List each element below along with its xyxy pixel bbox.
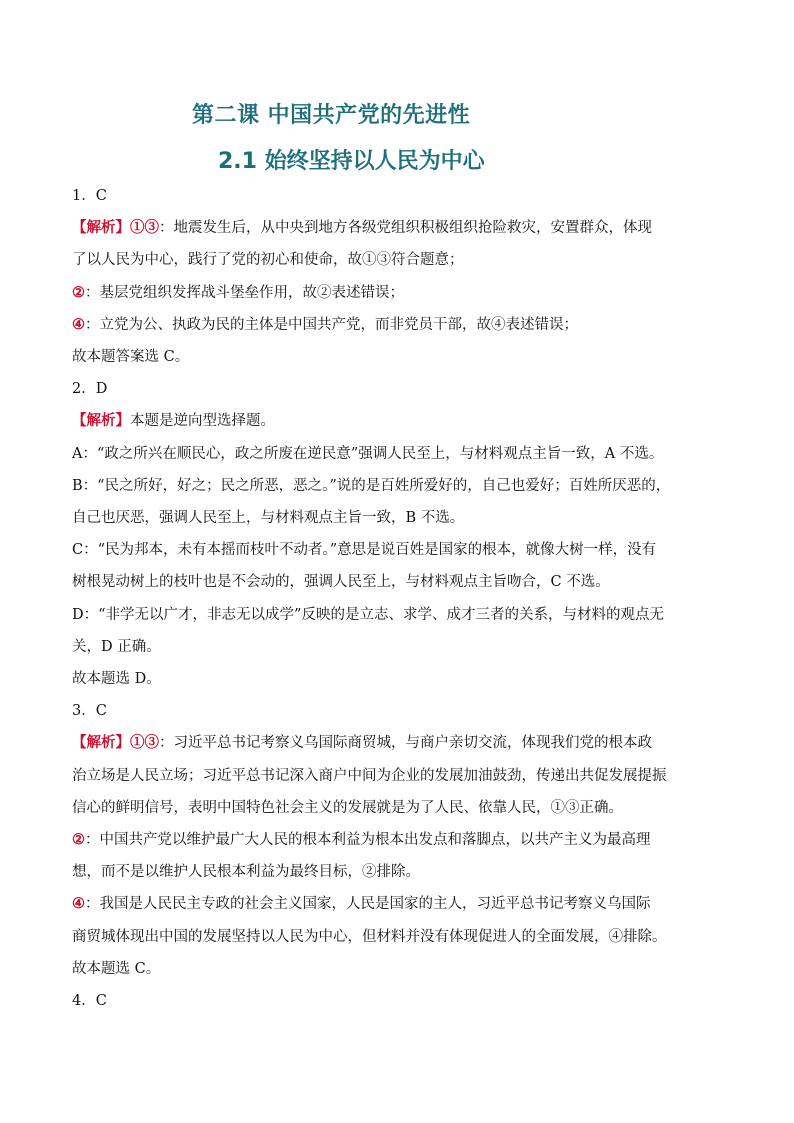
line-text: 想，而不是以维护人民根本利益为最终目标，②排除。 bbox=[72, 864, 420, 881]
analysis-marker: ④ bbox=[72, 315, 85, 333]
line-text: 治立场是人民立场；习近平总书记深入商户中间为企业的发展加油鼓劲，传递出共促发展提振 bbox=[72, 767, 667, 784]
text-line bbox=[72, 856, 732, 888]
text-line bbox=[72, 277, 732, 309]
line-text: 2．D bbox=[72, 381, 108, 398]
text-line bbox=[72, 373, 732, 405]
page-subtitle: 2.1 始终坚持以人民为中心 bbox=[218, 149, 485, 174]
text-line bbox=[72, 180, 732, 212]
line-text: 关，D 正确。 bbox=[72, 638, 161, 655]
text-line bbox=[72, 888, 732, 920]
line-text: 树根晃动树上的枝叶也是不会动的，强调人民至上，与材料观点主旨吻合，C 不选。 bbox=[72, 574, 610, 591]
line-text: 3．C bbox=[72, 703, 107, 720]
line-text: 信心的鲜明信号，表明中国特色社会主义的发展就是为了人民、依靠人民，①③正确。 bbox=[72, 799, 623, 816]
text-line bbox=[72, 599, 732, 631]
text-line bbox=[72, 695, 732, 727]
text-line bbox=[72, 824, 732, 856]
text-line bbox=[72, 341, 732, 373]
line-text: C：“民为邦本，未有本摇而枝叶不动者。”意思是说百姓是国家的根本，就像大树一样，没有 bbox=[72, 542, 657, 559]
line-text: 自己也厌恶，强调人民至上，与材料观点主旨一致，B 不选。 bbox=[72, 510, 465, 527]
text-line bbox=[72, 566, 732, 598]
text-line bbox=[72, 470, 732, 502]
text-line bbox=[72, 663, 732, 695]
line-text: 故本题选 C。 bbox=[72, 960, 161, 977]
analysis-marker: ② bbox=[72, 283, 85, 301]
line-text: 商贸城体现出中国的发展坚持以人民为中心，但材料并没有体现促进人的全面发展，④排除。 bbox=[72, 928, 667, 945]
line-text: D：“非学无以广才，非志无以成学”反映的是立志、求学、成才三者的关系，与材料的观点无 bbox=[72, 606, 664, 623]
line-text: ：立党为公、执政为民的主体是中国共产党，而非党员干部，故④表述错误； bbox=[85, 316, 578, 333]
text-line bbox=[72, 309, 732, 341]
text-line bbox=[72, 438, 732, 470]
text-line bbox=[72, 760, 732, 792]
analysis-marker: 【解析】①③ bbox=[72, 734, 159, 752]
line-text: 故本题选 D。 bbox=[72, 671, 161, 688]
line-text: ：基层党组织发挥战斗堡垒作用，故②表述错误； bbox=[85, 284, 404, 301]
text-line bbox=[72, 953, 732, 985]
text-line bbox=[72, 405, 732, 437]
text-line bbox=[72, 792, 732, 824]
line-text: 本题是逆向型选择题。 bbox=[130, 413, 275, 430]
text-line bbox=[72, 727, 732, 759]
line-text: 故本题答案选 C。 bbox=[72, 349, 190, 366]
text-line bbox=[72, 921, 732, 953]
answer-content bbox=[72, 180, 732, 1017]
line-text: B：“民之所好，好之；民之所恶，恶之。”说的是百姓所爱好的，自己也爱好；百姓所厌恶的， bbox=[72, 477, 671, 494]
line-text: 1．C bbox=[72, 188, 107, 204]
line-text: 4．C bbox=[72, 993, 107, 1010]
line-text: ：中国共产党以维护最广大人民的根本利益为根本出发点和落脚点，以共产主义为最高理 bbox=[85, 832, 651, 849]
text-line bbox=[72, 985, 732, 1017]
text-line bbox=[72, 631, 732, 663]
line-text: A：“政之所兴在顺民心，政之所废在逆民意”强调人民至上，与材料观点主旨一致，A 不选。 bbox=[72, 445, 664, 462]
analysis-marker: ④ bbox=[72, 895, 85, 913]
line-text: ：我国是人民民主专政的社会主义国家，人民是国家的主人，习近平总书记考察义乌国际 bbox=[85, 896, 651, 913]
text-line bbox=[72, 502, 732, 534]
line-text: 了以人民为中心，践行了党的初心和使命，故①③符合题意； bbox=[72, 252, 464, 269]
analysis-marker: 【解析】①③ bbox=[72, 219, 159, 237]
analysis-marker: ② bbox=[72, 831, 85, 849]
page-title: 第二课 中国共产党的先进性 bbox=[192, 103, 471, 128]
line-text: ：地震发生后，从中央到地方各级党组织积极组织抢险救灾，安置群众，体现 bbox=[159, 220, 652, 237]
text-line bbox=[72, 212, 732, 244]
text-line bbox=[72, 244, 732, 276]
text-line bbox=[72, 534, 732, 566]
line-text: ：习近平总书记考察义乌国际商贸城，与商户亲切交流，体现我们党的根本政 bbox=[159, 735, 652, 752]
analysis-marker: 【解析】 bbox=[72, 412, 130, 430]
